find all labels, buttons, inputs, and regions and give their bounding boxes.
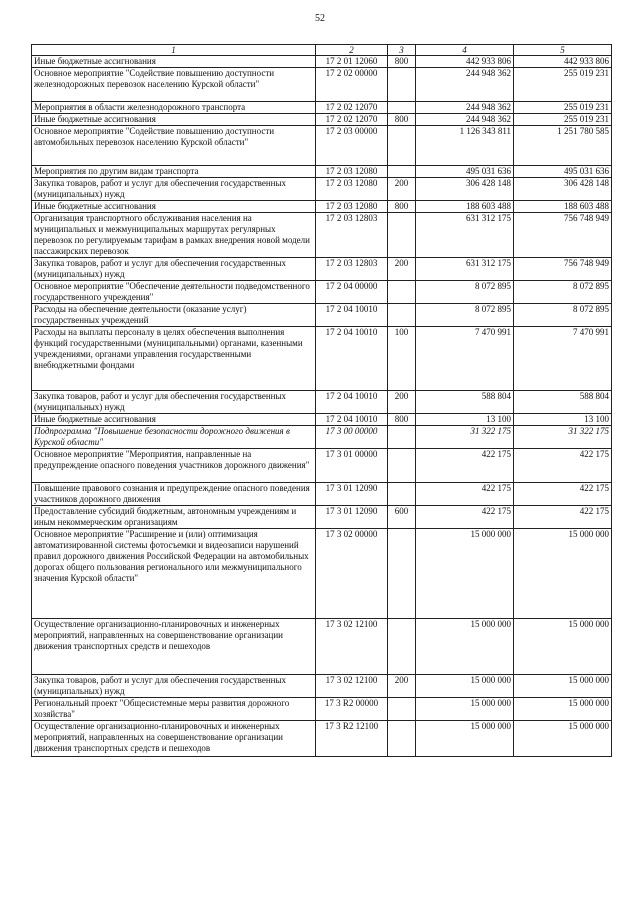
row-amount-2021-cell: 15 000 000 xyxy=(514,619,612,675)
table-row xyxy=(32,114,612,126)
table-row xyxy=(32,327,612,391)
row-vr-cell xyxy=(388,281,416,304)
row-amount-2020-cell: 7 470 991 xyxy=(416,327,514,391)
row-amount-2021-cell: 15 000 000 xyxy=(514,698,612,721)
row-name-cell: Иные бюджетные ассигнования xyxy=(32,114,316,126)
row-amount-2020-cell: 244 948 362 xyxy=(416,114,514,126)
row-name-cell: Предоставление субсидий бюджетным, автономным учреждениям и иным некоммерческим организациям xyxy=(32,506,316,529)
row-amount-2021-cell: 15 000 000 xyxy=(514,721,612,757)
row-code-cell: 17 2 03 12080 xyxy=(316,178,388,201)
row-vr-cell: 200 xyxy=(388,258,416,281)
row-amount-2021-cell: 188 603 488 xyxy=(514,201,612,213)
column-number-row xyxy=(32,45,612,56)
table-row xyxy=(32,675,612,698)
column-header-2: 2 xyxy=(316,45,388,56)
row-name-cell: Иные бюджетные ассигнования xyxy=(32,201,316,213)
page-number: 52 xyxy=(315,13,325,24)
row-amount-2020-cell: 306 428 148 xyxy=(416,178,514,201)
row-code-cell: 17 3 01 12090 xyxy=(316,506,388,529)
row-vr-cell xyxy=(388,483,416,506)
row-code-cell: 17 3 00 00000 xyxy=(316,426,388,449)
row-amount-2021-cell: 15 000 000 xyxy=(514,675,612,698)
row-vr-cell xyxy=(388,102,416,114)
row-amount-2021-cell: 13 100 xyxy=(514,414,612,426)
row-amount-2021-cell: 756 748 949 xyxy=(514,258,612,281)
table-row xyxy=(32,698,612,721)
row-vr-cell xyxy=(388,213,416,258)
row-vr-cell xyxy=(388,619,416,675)
row-name-cell: Мероприятия в области железнодорожного транспорта xyxy=(32,102,316,114)
row-amount-2021-cell: 7 470 991 xyxy=(514,327,612,391)
row-amount-2020-cell: 442 933 806 xyxy=(416,56,514,68)
row-amount-2020-cell: 495 031 636 xyxy=(416,166,514,178)
row-code-cell: 17 2 03 12803 xyxy=(316,213,388,258)
table-row xyxy=(32,414,612,426)
row-code-cell: 17 2 04 10010 xyxy=(316,304,388,327)
row-name-cell: Закупка товаров, работ и услуг для обеспечения государственных (муниципальных) нужд xyxy=(32,178,316,201)
row-amount-2020-cell: 15 000 000 xyxy=(416,529,514,619)
row-name-cell: Региональный проект "Общесистемные меры развития дорожного хозяйства" xyxy=(32,698,316,721)
row-vr-cell: 200 xyxy=(388,391,416,414)
row-code-cell: 17 2 04 10010 xyxy=(316,391,388,414)
row-amount-2021-cell: 255 019 231 xyxy=(514,68,612,102)
row-name-cell: Иные бюджетные ассигнования xyxy=(32,414,316,426)
table-row xyxy=(32,619,612,675)
row-amount-2020-cell: 15 000 000 xyxy=(416,619,514,675)
row-amount-2021-cell: 588 804 xyxy=(514,391,612,414)
row-code-cell: 17 3 01 12090 xyxy=(316,483,388,506)
row-amount-2020-cell: 31 322 175 xyxy=(416,426,514,449)
row-amount-2021-cell: 442 933 806 xyxy=(514,56,612,68)
row-code-cell: 17 2 02 00000 xyxy=(316,68,388,102)
row-amount-2020-cell: 1 126 343 811 xyxy=(416,126,514,166)
table-row xyxy=(32,56,612,68)
row-amount-2020-cell: 8 072 895 xyxy=(416,304,514,327)
table-row xyxy=(32,213,612,258)
row-vr-cell xyxy=(388,166,416,178)
row-code-cell: 17 2 03 12803 xyxy=(316,258,388,281)
row-amount-2020-cell: 631 312 175 xyxy=(416,258,514,281)
row-code-cell: 17 3 R2 12100 xyxy=(316,721,388,757)
row-vr-cell: 800 xyxy=(388,201,416,213)
table-row xyxy=(32,506,612,529)
row-amount-2021-cell: 422 175 xyxy=(514,506,612,529)
row-code-cell: 17 3 02 12100 xyxy=(316,619,388,675)
row-code-cell: 17 3 02 12100 xyxy=(316,675,388,698)
row-name-cell: Расходы на обеспечение деятельности (оказание услуг) государственных учреждений xyxy=(32,304,316,327)
table-row xyxy=(32,391,612,414)
row-amount-2021-cell: 255 019 231 xyxy=(514,114,612,126)
row-amount-2020-cell: 631 312 175 xyxy=(416,213,514,258)
row-name-cell: Организация транспортного обслуживания населения на муниципальных и межмуниципальных маршрутах регулярных перевозок по регулируемым тарифам в рамках внедрения новой модели пассажирских перевозок xyxy=(32,213,316,258)
row-amount-2020-cell: 15 000 000 xyxy=(416,675,514,698)
column-header-5: 5 xyxy=(514,45,612,56)
table-row xyxy=(32,304,612,327)
row-vr-cell xyxy=(388,529,416,619)
row-vr-cell: 600 xyxy=(388,506,416,529)
row-amount-2020-cell: 8 072 895 xyxy=(416,281,514,304)
row-code-cell: 17 2 04 10010 xyxy=(316,327,388,391)
row-code-cell: 17 2 04 00000 xyxy=(316,281,388,304)
row-name-cell: Закупка товаров, работ и услуг для обеспечения государственных (муниципальных) нужд xyxy=(32,258,316,281)
row-amount-2021-cell: 422 175 xyxy=(514,483,612,506)
row-amount-2021-cell: 31 322 175 xyxy=(514,426,612,449)
row-name-cell: Мероприятия по другим видам транспорта xyxy=(32,166,316,178)
row-amount-2020-cell: 422 175 xyxy=(416,506,514,529)
row-code-cell: 17 2 03 12080 xyxy=(316,166,388,178)
row-code-cell: 17 3 01 00000 xyxy=(316,449,388,483)
row-name-cell: Повышение правового сознания и предупреждение опасного поведения участников дорожного движения xyxy=(32,483,316,506)
table-row xyxy=(32,483,612,506)
table-row xyxy=(32,281,612,304)
row-vr-cell xyxy=(388,304,416,327)
row-amount-2021-cell: 1 251 780 585 xyxy=(514,126,612,166)
table-row xyxy=(32,529,612,619)
row-code-cell: 17 2 01 12060 xyxy=(316,56,388,68)
row-vr-cell: 200 xyxy=(388,675,416,698)
row-vr-cell: 100 xyxy=(388,327,416,391)
table-row xyxy=(32,721,612,757)
row-amount-2020-cell: 422 175 xyxy=(416,483,514,506)
row-amount-2021-cell: 15 000 000 xyxy=(514,529,612,619)
row-name-cell: Закупка товаров, работ и услуг для обеспечения государственных (муниципальных) нужд xyxy=(32,391,316,414)
row-amount-2020-cell: 588 804 xyxy=(416,391,514,414)
row-amount-2020-cell: 188 603 488 xyxy=(416,201,514,213)
row-name-cell: Основное мероприятие "Обеспечение деятельности подведомственного государственного учреждения" xyxy=(32,281,316,304)
table-row xyxy=(32,68,612,102)
row-vr-cell xyxy=(388,126,416,166)
table-row xyxy=(32,166,612,178)
row-code-cell: 17 2 02 12070 xyxy=(316,102,388,114)
row-amount-2020-cell: 15 000 000 xyxy=(416,721,514,757)
row-amount-2020-cell: 422 175 xyxy=(416,449,514,483)
row-amount-2021-cell: 495 031 636 xyxy=(514,166,612,178)
row-name-cell: Основное мероприятие "Содействие повышению доступности железнодорожных перевозок населению Курской области" xyxy=(32,68,316,102)
row-code-cell: 17 2 03 12080 xyxy=(316,201,388,213)
table-row xyxy=(32,449,612,483)
row-amount-2020-cell: 15 000 000 xyxy=(416,698,514,721)
row-code-cell: 17 3 R2 00000 xyxy=(316,698,388,721)
row-name-cell: Основное мероприятие "Расширение и (или) оптимизация автоматизированной системы фотосъемки и видеозаписи нарушений правил дорожного движения Российской Федерации на автомобильных дорогах общего пользования регионального или межмуниципального значения Курской области" xyxy=(32,529,316,619)
row-amount-2021-cell: 422 175 xyxy=(514,449,612,483)
row-amount-2021-cell: 255 019 231 xyxy=(514,102,612,114)
row-code-cell: 17 2 02 12070 xyxy=(316,114,388,126)
column-header-4: 4 xyxy=(416,45,514,56)
row-name-cell: Подпрограмма "Повышение безопасности дорожного движения в Курской области" xyxy=(32,426,316,449)
table-row xyxy=(32,258,612,281)
row-vr-cell xyxy=(388,721,416,757)
row-name-cell: Основное мероприятие "Мероприятия, направленные на предупреждение опасного поведения участников дорожного движения" xyxy=(32,449,316,483)
row-vr-cell: 200 xyxy=(388,178,416,201)
row-code-cell: 17 2 04 10010 xyxy=(316,414,388,426)
table-row xyxy=(32,178,612,201)
row-code-cell: 17 2 03 00000 xyxy=(316,126,388,166)
row-amount-2021-cell: 756 748 949 xyxy=(514,213,612,258)
row-code-cell: 17 3 02 00000 xyxy=(316,529,388,619)
row-name-cell: Расходы на выплаты персоналу в целях обеспечения выполнения функций государственными (муниципальными) органами, казенными учреждениями, органами управления государственными внебюджетными фондами xyxy=(32,327,316,391)
column-header-1: 1 xyxy=(32,45,316,56)
row-amount-2021-cell: 306 428 148 xyxy=(514,178,612,201)
row-name-cell: Закупка товаров, работ и услуг для обеспечения государственных (муниципальных) нужд xyxy=(32,675,316,698)
table-row xyxy=(32,426,612,449)
table-row xyxy=(32,102,612,114)
row-amount-2021-cell: 8 072 895 xyxy=(514,281,612,304)
budget-table xyxy=(31,44,612,757)
row-vr-cell: 800 xyxy=(388,414,416,426)
row-amount-2021-cell: 8 072 895 xyxy=(514,304,612,327)
row-vr-cell xyxy=(388,426,416,449)
table-row xyxy=(32,126,612,166)
row-name-cell: Иные бюджетные ассигнования xyxy=(32,56,316,68)
row-name-cell: Осуществление организационно-планировочных и инженерных мероприятий, направленных на совершенствование организации движения транспортных средств и пешеходов xyxy=(32,721,316,757)
row-vr-cell xyxy=(388,449,416,483)
row-vr-cell: 800 xyxy=(388,56,416,68)
row-amount-2020-cell: 244 948 362 xyxy=(416,102,514,114)
row-vr-cell: 800 xyxy=(388,114,416,126)
column-header-3: 3 xyxy=(388,45,416,56)
row-name-cell: Осуществление организационно-планировочных и инженерных мероприятий, направленных на совершенствование организации движения транспортных средств и пешеходов xyxy=(32,619,316,675)
row-amount-2020-cell: 13 100 xyxy=(416,414,514,426)
row-vr-cell xyxy=(388,68,416,102)
row-name-cell: Основное мероприятие "Содействие повышению доступности автомобильных перевозок населению Курской области" xyxy=(32,126,316,166)
row-vr-cell xyxy=(388,698,416,721)
table-row xyxy=(32,201,612,213)
row-amount-2020-cell: 244 948 362 xyxy=(416,68,514,102)
